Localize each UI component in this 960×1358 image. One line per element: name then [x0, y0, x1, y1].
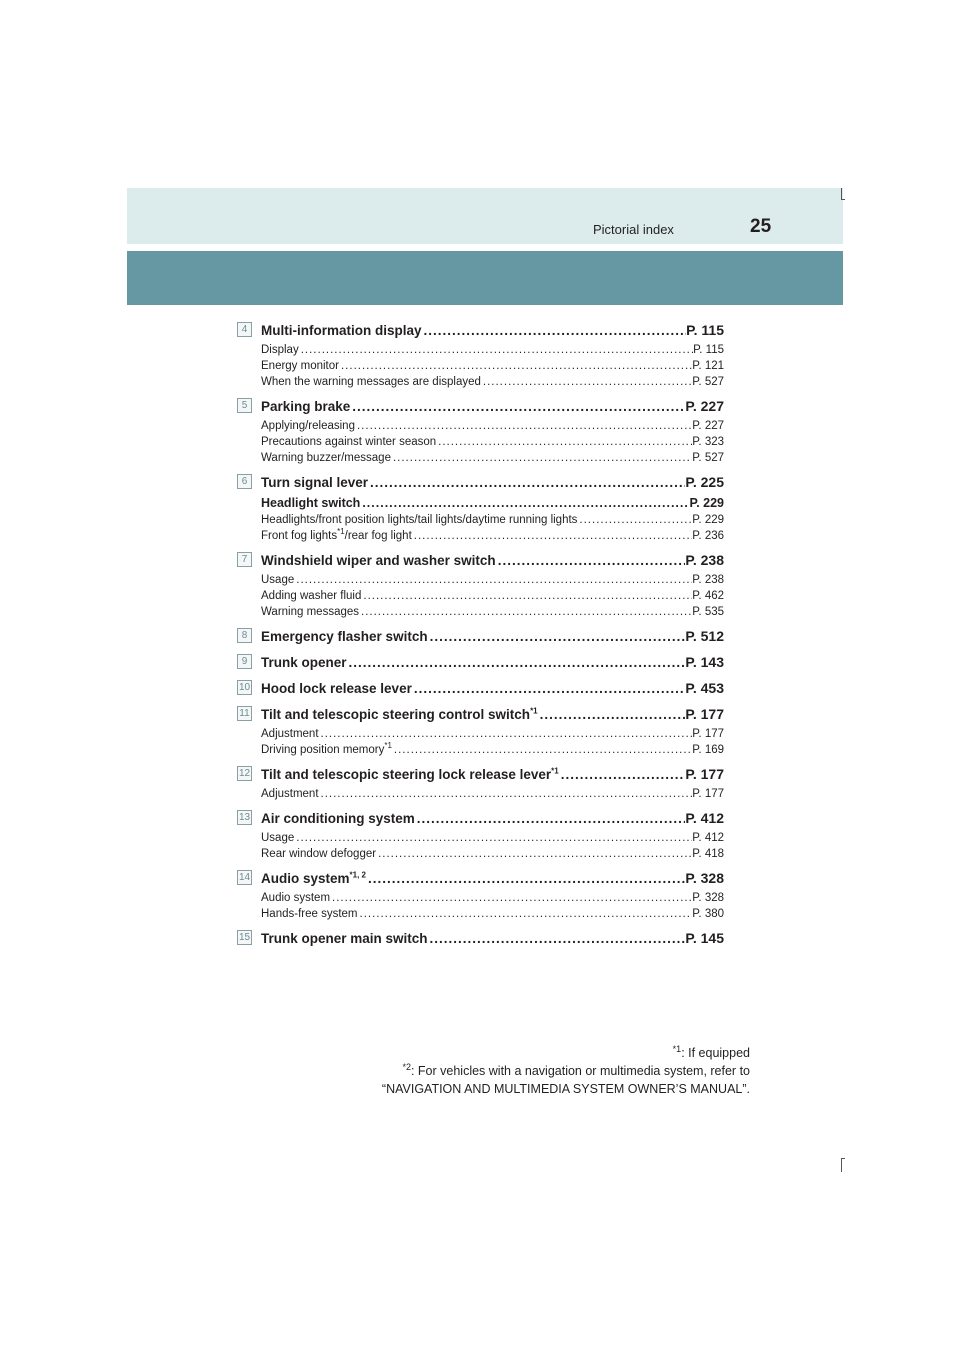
index-entry-label-text: Trunk opener	[261, 655, 347, 670]
page-reference[interactable]: P. 323	[692, 436, 724, 448]
page-reference[interactable]: P. 527	[692, 452, 724, 464]
index-entry-title[interactable]	[261, 702, 724, 726]
leader-dots	[366, 867, 685, 890]
index-subentry-label-text: Headlights/front position lights/tail lights/daytime running lights	[261, 514, 578, 526]
index-entry-label	[261, 549, 496, 572]
page-reference[interactable]: P. 512	[685, 628, 724, 644]
index-entry-title[interactable]	[261, 806, 724, 830]
leader-dots	[294, 830, 692, 846]
footnote-marker: *1	[530, 706, 538, 716]
index-entry-label	[261, 677, 412, 700]
leader-dots	[299, 342, 693, 358]
index-subentry-label-text: Warning messages	[261, 606, 360, 618]
index-subentry-label	[261, 742, 392, 758]
pictorial-index-list	[237, 318, 724, 952]
index-subentry-label-text: Precautions against winter season	[261, 436, 437, 448]
index-subentry[interactable]	[261, 418, 724, 434]
section-color-band	[127, 251, 843, 305]
index-entry-label	[261, 319, 422, 342]
leader-dots	[577, 512, 692, 528]
index-entry-label	[261, 651, 347, 674]
index-subentry-label	[261, 512, 577, 528]
page-reference[interactable]: P. 462	[692, 590, 724, 602]
index-subentry-label-text: Energy monitor	[261, 360, 339, 372]
index-entry-title[interactable]	[261, 624, 724, 648]
leader-dots	[428, 927, 686, 950]
page-reference[interactable]: P. 225	[685, 474, 724, 490]
index-subentry-label-text: Warning buzzer/message	[261, 452, 391, 464]
footnote-2-text: : For vehicles with a navigation or multimedia system, refer to	[410, 1064, 750, 1078]
index-subentry-label	[261, 528, 412, 544]
index-entry-label-text: Windshield wiper and washer switch	[261, 553, 496, 568]
index-entry-label-text: Multi-information display	[261, 323, 422, 338]
index-subentry[interactable]	[261, 830, 724, 846]
index-subentry[interactable]	[261, 588, 724, 604]
index-entry-label	[261, 927, 428, 950]
index-subentry-label	[261, 588, 361, 604]
leader-dots	[496, 549, 686, 572]
page-reference[interactable]: P. 177	[692, 728, 724, 740]
index-entry	[237, 866, 724, 922]
index-entry-title[interactable]	[261, 676, 724, 700]
index-entry-label-text: Emergency flasher switch	[261, 629, 428, 644]
item-number-badge: 11	[237, 706, 252, 721]
index-entry-title[interactable]	[261, 926, 724, 950]
item-number-badge: 7	[237, 552, 252, 567]
index-subentry[interactable]	[261, 358, 724, 374]
index-subentry-label-text: Headlight switch	[261, 496, 361, 510]
item-number-badge: 8	[237, 628, 252, 643]
index-subentry-label	[261, 830, 294, 846]
index-entry-title[interactable]	[261, 318, 724, 342]
index-subentry-label	[261, 374, 481, 390]
index-entry-title[interactable]	[261, 548, 724, 572]
index-entry-label-text: Trunk opener main switch	[261, 931, 428, 946]
leader-dots	[319, 786, 693, 802]
leader-dots	[412, 528, 692, 544]
footnote-2	[382, 1062, 750, 1080]
index-entry	[237, 762, 724, 802]
crop-mark-bottom	[841, 1158, 842, 1172]
index-subentry-label	[261, 450, 391, 466]
index-entry-label	[261, 471, 368, 494]
index-subentry-label	[261, 572, 294, 588]
page-reference[interactable]: P. 229	[689, 496, 724, 510]
footnote-1-text: : If equipped	[681, 1046, 750, 1060]
page-reference[interactable]: P. 453	[685, 680, 724, 696]
index-subentry[interactable]	[261, 846, 724, 862]
index-subentry-label-text: Adding washer fluid	[261, 590, 362, 602]
page-reference[interactable]: P. 177	[692, 788, 724, 800]
page-reference[interactable]: P. 145	[685, 930, 724, 946]
item-number-badge: 4	[237, 322, 252, 337]
index-entry-title[interactable]	[261, 650, 724, 674]
index-subentry[interactable]	[261, 742, 724, 758]
leader-dots	[339, 358, 692, 374]
page-reference[interactable]: P. 238	[692, 574, 724, 586]
index-subentry-label-text: Usage	[261, 574, 295, 586]
index-subentry-label	[261, 786, 319, 802]
leader-dots	[319, 726, 693, 742]
index-entry	[237, 624, 724, 648]
leader-dots	[436, 434, 692, 450]
index-subentry-label	[261, 890, 330, 906]
index-subentry[interactable]	[261, 726, 724, 742]
footnote-marker: *1, 2	[349, 870, 366, 880]
crop-mark-bottom-horizontal	[841, 1158, 845, 1159]
page-reference[interactable]: P. 115	[693, 344, 724, 356]
page-reference[interactable]: P. 527	[692, 376, 724, 388]
page-reference[interactable]: P. 229	[692, 514, 724, 526]
leader-dots	[368, 471, 685, 494]
index-entry-label	[261, 867, 366, 890]
index-entry-title[interactable]	[261, 470, 724, 494]
index-entry-label	[261, 703, 538, 726]
item-number-badge: 5	[237, 398, 252, 413]
index-subentry-label	[261, 342, 299, 358]
leader-dots	[294, 572, 692, 588]
index-subentry[interactable]	[261, 604, 724, 620]
index-subentry-label	[261, 418, 355, 434]
index-entry-label	[261, 807, 415, 830]
index-subentry-label-text: Adjustment	[261, 728, 319, 740]
index-subentry[interactable]	[261, 512, 724, 528]
leader-dots	[347, 651, 686, 674]
index-subentry-label	[261, 434, 436, 450]
index-subentry[interactable]	[261, 494, 724, 512]
page-number: 25	[750, 216, 772, 237]
index-entry	[237, 470, 724, 544]
index-entry	[237, 702, 724, 758]
index-entry	[237, 548, 724, 620]
index-subentry-label-text: Usage	[261, 832, 295, 844]
index-subentry-label-text: Display	[261, 344, 299, 356]
page-reference[interactable]: P. 169	[692, 744, 724, 756]
index-subentry-label-text: Rear window defogger	[261, 848, 377, 860]
leader-dots	[355, 418, 692, 434]
item-number-badge: 12	[238, 768, 251, 779]
index-subentry[interactable]	[261, 450, 724, 466]
index-subentry[interactable]	[261, 890, 724, 906]
index-entry-label-text: Parking brake	[261, 399, 351, 414]
leader-dots	[392, 742, 692, 758]
item-number-badge: 13	[238, 812, 251, 823]
leader-dots	[350, 395, 685, 418]
index-subentry-label	[261, 726, 319, 742]
index-subentry-label-text: Hands-free system	[261, 908, 358, 920]
index-entry-label-text: Hood lock release lever	[261, 681, 412, 696]
leader-dots	[359, 604, 692, 620]
leader-dots	[428, 625, 686, 648]
footnote-1	[382, 1044, 750, 1062]
index-subentry-label	[261, 494, 360, 512]
index-entry	[237, 926, 724, 950]
index-subentry-label	[261, 846, 376, 862]
index-entry-label	[261, 763, 559, 786]
leader-dots	[360, 494, 689, 512]
index-subentry-label	[261, 604, 359, 620]
page-reference[interactable]: P. 328	[685, 870, 724, 886]
leader-dots	[415, 807, 686, 830]
page-reference[interactable]: P. 412	[692, 832, 724, 844]
index-subentry-label-text: Adjustment	[261, 788, 319, 800]
index-entry-title[interactable]	[261, 394, 724, 418]
index-subentry-label-text: Front fog lights	[261, 530, 338, 542]
leader-dots	[391, 450, 692, 466]
header-band	[127, 188, 843, 244]
leader-dots	[422, 319, 687, 342]
index-subentry-label-tail: /rear fog light	[344, 530, 412, 542]
index-entry-label-text: Audio system	[261, 871, 350, 886]
page-reference[interactable]: P. 328	[692, 892, 724, 904]
index-subentry-label-text: When the warning messages are displayed	[261, 376, 481, 388]
index-subentry[interactable]	[261, 528, 724, 544]
index-entry	[237, 394, 724, 466]
index-subentry[interactable]	[261, 906, 724, 922]
index-entry-label-text: Turn signal lever	[261, 475, 369, 490]
page-reference[interactable]: P. 227	[685, 398, 724, 414]
item-number-badge: 9	[237, 654, 252, 669]
page-reference[interactable]: P. 380	[692, 908, 724, 920]
index-subentry-label	[261, 906, 358, 922]
footnote-2-mark: *2	[402, 1061, 411, 1072]
leader-dots	[358, 906, 693, 922]
page-reference[interactable]: P. 115	[686, 322, 724, 338]
footnote-marker: *1	[384, 742, 392, 751]
leader-dots	[412, 677, 686, 700]
index-entry-label-text: Tilt and telescopic steering lock release lever	[261, 767, 552, 782]
leader-dots	[376, 846, 692, 862]
page-reference[interactable]: P. 412	[685, 810, 724, 826]
page-reference[interactable]: P. 238	[685, 552, 724, 568]
index-subentry[interactable]	[261, 374, 724, 390]
index-entry	[237, 650, 724, 674]
footnote-marker: *1	[337, 528, 345, 537]
crop-mark-top-horizontal	[841, 199, 845, 200]
index-entry-label	[261, 395, 350, 418]
index-subentry[interactable]	[261, 786, 724, 802]
footnote-marker: *1	[551, 766, 559, 776]
index-entry-title[interactable]	[261, 762, 724, 786]
index-subentry[interactable]	[261, 434, 724, 450]
index-subentry-label-text: Applying/releasing	[261, 420, 355, 432]
index-subentry-label-text: Driving position memory	[261, 744, 385, 756]
index-subentry[interactable]	[261, 342, 724, 358]
footnotes	[382, 1044, 750, 1098]
page-reference[interactable]: P. 177	[685, 766, 724, 782]
leader-dots	[481, 374, 692, 390]
leader-dots	[330, 890, 692, 906]
item-number-badge: 6	[237, 474, 252, 489]
index-entry-title[interactable]	[261, 866, 724, 890]
item-number-badge: 15	[238, 932, 251, 943]
leader-dots	[538, 703, 686, 726]
item-number-badge: 10	[238, 682, 251, 693]
page-section-title: Pictorial index	[593, 222, 674, 237]
index-entry-label-text: Air conditioning system	[261, 811, 415, 826]
index-entry	[237, 676, 724, 700]
page-reference[interactable]: P. 121	[692, 360, 724, 372]
index-entry	[237, 806, 724, 862]
page-reference[interactable]: P. 177	[685, 706, 724, 722]
item-number-badge: 14	[238, 872, 251, 883]
index-entry-label-text: Tilt and telescopic steering control switch	[261, 707, 531, 722]
leader-dots	[361, 588, 692, 604]
index-entry-label	[261, 625, 428, 648]
page-reference[interactable]: P. 227	[692, 420, 724, 432]
page-reference[interactable]: P. 418	[692, 848, 724, 860]
leader-dots	[559, 763, 686, 786]
page-reference[interactable]: P. 535	[692, 606, 724, 618]
index-subentry-label-text: Audio system	[261, 892, 331, 904]
index-entry	[237, 318, 724, 390]
page-reference[interactable]: P. 236	[692, 530, 724, 542]
footnote-1-mark: *1	[672, 1043, 682, 1054]
page-reference[interactable]: P. 143	[685, 654, 724, 670]
index-subentry-label	[261, 358, 339, 374]
index-subentry[interactable]	[261, 572, 724, 588]
footnote-2-line-2: “NAVIGATION AND MULTIMEDIA SYSTEM OWNER’S MANUAL”.	[381, 1082, 750, 1096]
